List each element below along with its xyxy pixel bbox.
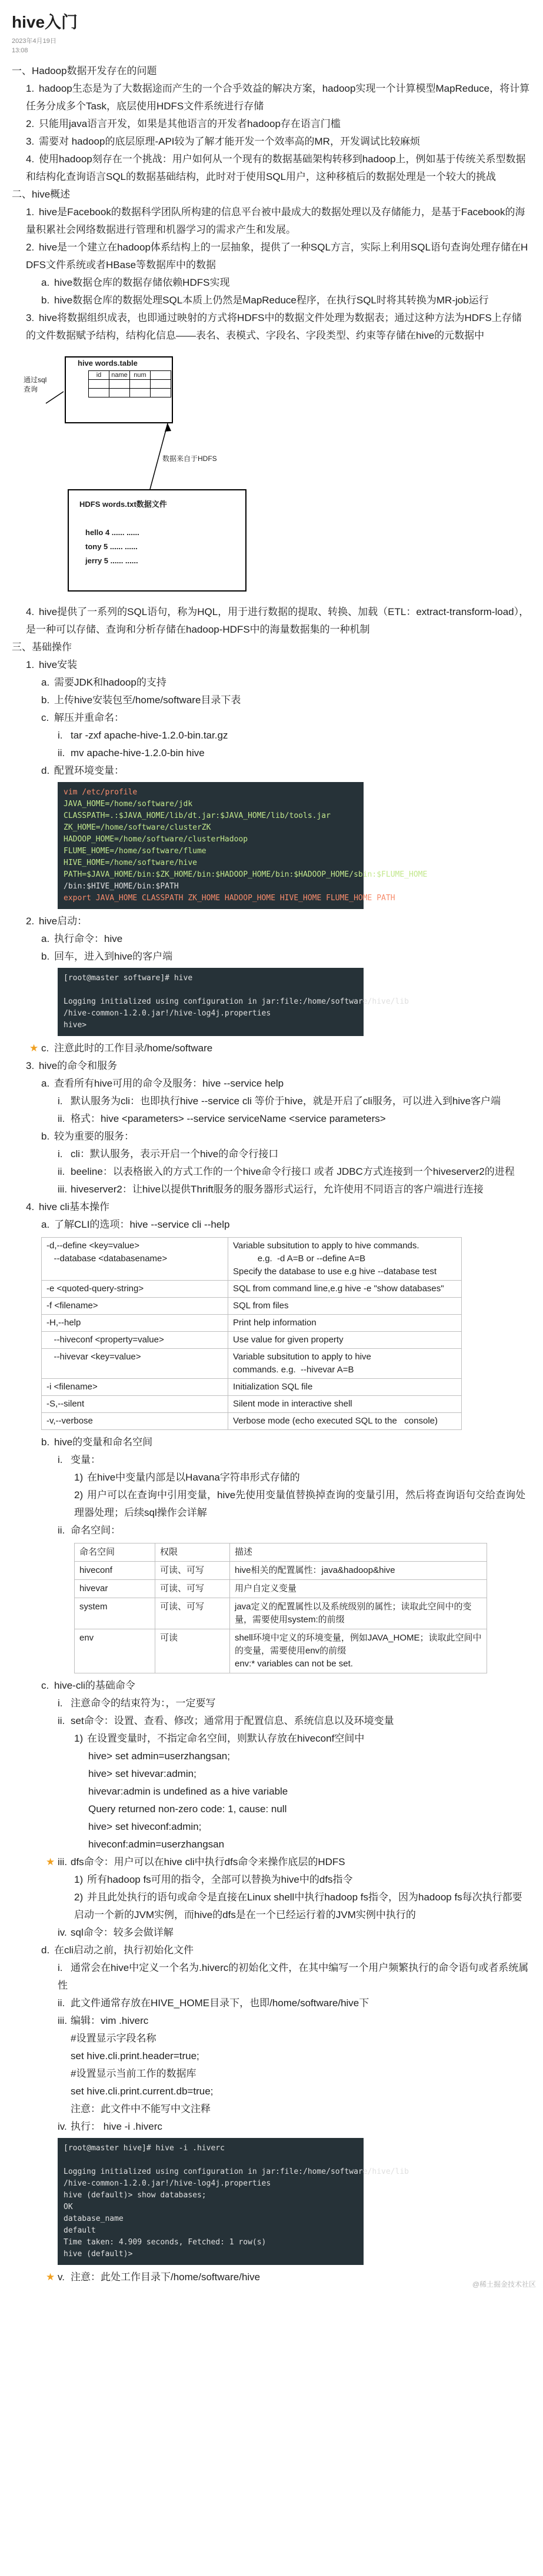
list-marker: i. <box>58 1698 63 1709</box>
table-row <box>42 1396 462 1413</box>
list-text: 命名空间： <box>71 1525 121 1536</box>
page-title: hive入门 <box>12 13 78 31</box>
table-cell: 可读、可写 <box>155 1580 230 1598</box>
list-item <box>12 2012 531 2030</box>
page-time: 13:08 <box>12 47 28 54</box>
list-item <box>12 1959 531 1994</box>
list-item <box>12 1163 531 1181</box>
hive-table-title: hive words.table <box>78 359 138 367</box>
list-text: 需要JDK和hadoop的支持 <box>54 677 166 688</box>
code-line: CLASSPATH=.:$JAVA_HOME/lib/dt.jar:$JAVA_HOME/lib/tools.jar <box>64 811 331 820</box>
sec2-list <box>12 203 531 274</box>
list-marker: 2) <box>74 1892 84 1903</box>
code-line: /bin:$HIVE_HOME/bin:$PATH <box>64 882 179 891</box>
list-item <box>12 1198 531 1216</box>
important-services <box>12 1145 531 1198</box>
option-cell: -d,--define <key=value> --database <databasename> <box>42 1238 228 1281</box>
list-item <box>12 948 531 965</box>
description-cell: SQL from command line,e.g hive -e "show databases" <box>228 1281 462 1298</box>
table-cell: env <box>75 1629 155 1673</box>
list-text: hive安装 <box>39 659 78 670</box>
list-item <box>12 309 531 345</box>
table-cell: java定义的配置属性以及系统级别的属性；读取此空间中的变量，需要使用system:的前缀 <box>230 1598 487 1629</box>
table-row <box>75 1580 487 1598</box>
code-line <box>64 2154 358 2166</box>
env-code-block <box>58 782 428 909</box>
list-marker: 2. <box>26 118 35 129</box>
list-text: 使用hadoop刻存在一个挑战：用户如何从一个现有的数据基础架构转移到hadoop上，例如基于传统关系型数据和结构化查询语言SQL的数据基础结构，此时对于使用SQL用户，这种移植后的数据处理是一个较大的挑战 <box>26 153 526 182</box>
star-icon: ★ <box>46 1856 55 1867</box>
hdfs-file-title: HDFS words.txt数据文件 <box>79 500 167 509</box>
list-item <box>12 1871 531 1889</box>
list-item <box>12 80 531 115</box>
section-heading: 一、Hadoop数据开发存在的问题 <box>12 65 157 76</box>
list-item <box>12 691 531 709</box>
list-text: 解压并重命名： <box>54 712 124 723</box>
list-item <box>12 709 531 727</box>
table-cell: 可读、可写 <box>155 1562 230 1580</box>
code-line: OK <box>64 2203 73 2211</box>
description-cell: Variable subsitution to apply to hive commands. e.g. --hivevar A=B <box>228 1349 462 1379</box>
description-cell: Use value for given property <box>228 1332 462 1349</box>
code-line <box>64 984 358 996</box>
text-line: hive> set hiveconf:admin; <box>88 1821 202 1832</box>
list-item <box>12 151 531 186</box>
list-item <box>12 1451 531 1469</box>
list-item <box>12 2118 531 2136</box>
option-cell: -f <filename> <box>42 1298 228 1315</box>
list-marker: a. <box>41 1219 50 1230</box>
list-text: 查看所有hive可用的命令及服务：hive --service help <box>54 1078 284 1089</box>
list-text: tar -zxf apache-hive-1.2.0-bin.tar.gz <box>71 730 228 741</box>
list-item <box>12 1434 531 1451</box>
code-line: Time taken: 4.909 seconds, Fetched: 1 row(s) <box>64 2238 266 2247</box>
list-item <box>12 115 531 133</box>
list-item <box>12 1712 531 1730</box>
list-text: 变量： <box>71 1454 101 1465</box>
list-marker: iv. <box>58 2121 67 2132</box>
table-cell: hivevar <box>75 1580 155 1598</box>
list-item <box>12 133 531 151</box>
table-cell <box>130 389 151 397</box>
list-marker: i. <box>58 1962 63 1973</box>
table-row <box>42 1298 462 1315</box>
list-item <box>12 1853 531 1871</box>
list-marker: 1. <box>26 659 35 670</box>
list-marker: 1) <box>74 1733 84 1744</box>
list-item <box>12 727 531 744</box>
table-cell: shell环境中定义的环境变量，例如JAVA_HOME；读取此空间中的变量，需要使用env的前缀 env:* variables can not be set. <box>230 1629 487 1673</box>
list-item <box>12 274 531 292</box>
list-marker: a. <box>41 677 50 688</box>
list-item <box>12 1128 531 1145</box>
table-row <box>42 1281 462 1298</box>
hive-table-grid <box>88 370 171 397</box>
table-row <box>42 1413 462 1430</box>
list-marker: ii. <box>58 1166 65 1177</box>
code-line: hive (default)> <box>64 2250 133 2258</box>
list-marker: i. <box>58 730 63 741</box>
table-row <box>75 1562 487 1580</box>
table-cell <box>151 380 171 389</box>
list-item <box>12 1889 531 1924</box>
list-item <box>12 603 531 639</box>
namespace-table <box>74 1543 487 1673</box>
description-cell: Initialization SQL file <box>228 1379 462 1396</box>
list-text: 较为重要的服务： <box>54 1131 134 1142</box>
list-marker: 2. <box>26 242 35 253</box>
list-marker: c. <box>41 712 49 723</box>
list-text: cli：默认服务，表示开启一个hive的命令行接口 <box>71 1148 279 1160</box>
list-marker: i. <box>58 1148 63 1160</box>
text-line: set hive.cli.print.header=true; <box>71 2050 199 2062</box>
code-line: database_name <box>64 2214 124 2223</box>
list-marker: 4. <box>26 606 35 617</box>
file-line: jerry 5 ...... ...... <box>85 556 138 565</box>
code-line: [root@master hive]# hive -i .hiverc <box>64 2144 225 2153</box>
list-text: hive-cli的基础命令 <box>54 1680 135 1691</box>
init-file-notes <box>12 1959 531 2030</box>
list-item <box>12 1942 531 1959</box>
file-line: hello 4 ...... ...... <box>85 528 139 537</box>
list-text: 所有hadoop fs可用的指令，全部可以替换为hive中的dfs指令 <box>87 1874 353 1885</box>
list-marker: ii. <box>58 1525 65 1536</box>
list-item <box>12 674 531 691</box>
cli-basic-commands <box>12 1695 531 1730</box>
list-text: 执行： hive -i .hiverc <box>71 2121 162 2132</box>
cli-options-table <box>41 1237 462 1430</box>
option-cell: -e <quoted-query-string> <box>42 1281 228 1298</box>
list-text: 默认服务为cli：也即执行hive --service cli 等价于hive，就是开启了cli服务，可以进入到hive客户端 <box>71 1095 501 1107</box>
list-text: 注意命令的结束符为：，一定要写 <box>71 1698 216 1709</box>
start-code-block <box>58 968 409 1036</box>
table-cell: hiveconf <box>75 1562 155 1580</box>
column-header: name <box>109 371 130 380</box>
list-text: set命令：设置、查看、修改；通常用于配置信息、系统信息以及环境变量 <box>71 1715 394 1726</box>
code-line: HADOOP_HOME=/home/software/clusterHadoop <box>64 835 248 844</box>
list-marker: iii. <box>58 1184 68 1195</box>
code-line: JAVA_HOME=/home/software/jdk <box>64 800 193 808</box>
list-item <box>12 292 531 309</box>
list-marker: b. <box>41 295 50 306</box>
code-line: HIVE_HOME=/home/software/hive <box>64 858 197 867</box>
table-header-row <box>75 1543 487 1562</box>
code-line: ZK_HOME=/home/software/clusterZK <box>64 823 211 832</box>
list-marker: v. <box>58 2271 65 2283</box>
table-row <box>42 1349 462 1379</box>
description-cell: Print help information <box>228 1315 462 1332</box>
table-cell: system <box>75 1598 155 1629</box>
page-date: 2023年4月19日 <box>12 38 56 45</box>
list-text: 格式：hive <parameters> --service serviceName <service parameters> <box>71 1113 386 1124</box>
variable-notes <box>12 1469 531 1522</box>
list-marker: 3. <box>26 136 35 147</box>
list-marker: 4. <box>26 153 35 165</box>
hiverc-content <box>12 2030 531 2118</box>
list-item <box>12 744 531 762</box>
table-cell: 可读 <box>155 1629 230 1673</box>
list-marker: c. <box>41 1043 49 1054</box>
file-line: tony 5 ...... ...... <box>85 542 138 551</box>
table-row <box>42 1238 462 1281</box>
list-marker: a. <box>41 1078 50 1089</box>
list-marker: iv. <box>58 1927 67 1938</box>
list-item <box>12 656 531 674</box>
list-text: hiveserver2：让hive以提供Thrift服务的服务器形式运行，允许使用不同语言的客户端进行连接 <box>71 1184 484 1195</box>
hive-hdfs-diagram <box>24 350 435 597</box>
list-text: 执行命令：hive <box>54 933 123 944</box>
table-row <box>42 1332 462 1349</box>
list-text: 在设置变量时，不指定命名空间，则默认存放在hiveconf空间中 <box>87 1733 365 1744</box>
list-item <box>12 1677 531 1695</box>
list-text: 上传hive安装包至/home/software目录下表 <box>54 694 241 706</box>
list-marker: 1. <box>26 83 35 94</box>
list-text: 配置环境变量： <box>54 765 124 776</box>
list-item <box>12 1040 531 1057</box>
text-line: hiveconf:admin=userzhangsan <box>88 1839 225 1850</box>
code-line: vim /etc/profile <box>64 788 138 797</box>
text-line: hivevar:admin is undefined as a hive variable <box>88 1786 288 1797</box>
text-line: hive> set hivevar:admin; <box>88 1768 196 1779</box>
exec-code-block <box>58 2138 409 2265</box>
sec2-sublist <box>12 274 531 309</box>
table-cell: 可读、可写 <box>155 1598 230 1629</box>
table-cell: 用户自定义变量 <box>230 1580 487 1598</box>
list-text: hive启动： <box>39 916 88 927</box>
list-item <box>12 1181 531 1198</box>
list-marker: 4. <box>26 1201 35 1212</box>
section-heading: 三、基础操作 <box>12 642 72 653</box>
service-notes <box>12 1092 531 1128</box>
table-cell: hive相关的配置属性：java&hadoop&hive <box>230 1562 487 1580</box>
column-header: num <box>130 371 151 380</box>
table-row <box>75 1598 487 1629</box>
list-marker: i. <box>58 1454 63 1465</box>
list-item <box>12 203 531 239</box>
list-item <box>12 1924 531 1942</box>
list-marker: 1) <box>74 1874 84 1885</box>
list-marker: a. <box>41 277 50 288</box>
page-meta <box>12 36 531 55</box>
code-line: Logging initialized using configuration in jar:file:/home/software/hive/lib <box>64 2167 409 2176</box>
code-line: export JAVA_HOME CLASSPATH ZK_HOME HADOOP_HOME HIVE_HOME FLUME_HOME PATH <box>64 894 395 903</box>
table-cell <box>130 380 151 389</box>
code-line: hive> <box>64 1021 87 1030</box>
text-line: #设置显示当前工作的数据库 <box>71 2068 196 2079</box>
list-marker: ii. <box>58 1997 65 2009</box>
list-marker: 2) <box>74 1489 84 1501</box>
list-marker: b. <box>41 951 50 962</box>
option-cell: -v,--verbose <box>42 1413 228 1430</box>
list-item <box>12 930 531 948</box>
list-text: 此文件通常存放在HIVE_HOME目录下，也即/home/software/hive下 <box>71 1997 369 2009</box>
description-cell: Variable subsitution to apply to hive commands. e.g. -d A=B or --define A=B Specify the database to use e.g hive --database test <box>228 1238 462 1281</box>
text-line: 注意：此文件中不能写中文注释 <box>71 2103 211 2114</box>
list-marker: ii. <box>58 747 65 759</box>
code-line: default <box>64 2226 96 2235</box>
list-marker: 3. <box>26 312 35 323</box>
list-text: beeline：以表格嵌入的方式工作的一个hive命令行接口 或者 JDBC方式连接到一个hiveserver2的进程 <box>71 1166 515 1177</box>
list-item <box>12 1057 531 1075</box>
list-marker: a. <box>41 933 50 944</box>
code-line: [root@master software]# hive <box>64 974 193 983</box>
list-marker: ii. <box>58 1113 65 1124</box>
list-text: 通常会在hive中定义一个名为.hiverc的初始化文件，在其中编写一个用户频繁执行的命令语句或者系统属性 <box>58 1962 529 1991</box>
list-marker: b. <box>41 694 50 706</box>
code-line: PATH=$JAVA_HOME/bin:$ZK_HOME/bin:$HADOOP_HOME/bin:$HADOOP_HOME/sbin:$FLUME_HOME <box>64 870 428 879</box>
table-cell <box>89 380 109 389</box>
list-text: 注意：此处工作目录下/home/software/hive <box>71 2271 261 2283</box>
code-line: /hive-common-1.2.0.jar!/hive-log4j.properties <box>64 1009 271 1018</box>
list-text: hive将数据组织成表，也即通过映射的方式将HDFS中的数据文件处理为数据表；通过这种方法为HDFS上存储的文件数据赋予结构，结构化信息——表名、表模式、字段名、字段类型、约束等存储在hive的元数据中 <box>26 312 522 341</box>
list-marker: 1. <box>26 206 35 218</box>
list-text: hive的变量和命名空间 <box>54 1436 153 1448</box>
list-text: hive是一个建立在hadoop体系结构上的一层抽象，提供了一种SQL方言，实际上利用SQL语句查询处理存储在HDFS文件系统或者HBase等数据库中的数据 <box>26 242 528 270</box>
list-item <box>12 1730 531 1748</box>
list-marker: 1) <box>74 1472 84 1483</box>
list-marker: d. <box>41 1944 50 1956</box>
option-cell: --hiveconf <property=value> <box>42 1332 228 1349</box>
column-header: 描述 <box>230 1543 487 1562</box>
list-marker: i. <box>58 1095 63 1107</box>
list-item <box>12 1695 531 1712</box>
column-header: 命名空间 <box>75 1543 155 1562</box>
option-cell: --hivevar <key=value> <box>42 1349 228 1379</box>
text-line: hive> set admin=userzhangsan; <box>88 1750 230 1762</box>
list-marker: d. <box>41 765 50 776</box>
watermark: @稀土掘金技术社区 <box>472 2280 536 2288</box>
description-cell: Silent mode in interactive shell <box>228 1396 462 1413</box>
list-item <box>12 1469 531 1486</box>
diagram-left-label: 通过sql 查询 <box>24 376 47 393</box>
list-item <box>12 239 531 274</box>
table-cell <box>151 389 171 397</box>
list-marker: b. <box>41 1436 50 1448</box>
code-line: hive (default)> show databases; <box>64 2191 206 2200</box>
sec1-list <box>12 80 531 186</box>
table-row <box>42 1379 462 1396</box>
list-item <box>12 1216 531 1234</box>
list-text: 在cli启动之前，执行初始化文件 <box>54 1944 194 1956</box>
list-marker: b. <box>41 1131 50 1142</box>
list-item <box>12 1075 531 1092</box>
list-item <box>12 1110 531 1128</box>
option-cell: -i <filename> <box>42 1379 228 1396</box>
list-text: hive是Facebook的数据科学团队所构建的信息平台被中最成大的数据处理以及存储能力，是基于Facebook的海量积累社会网络数据进行管理和机器学习的需求产生和发展。 <box>26 206 525 235</box>
list-marker: 3. <box>26 1060 35 1071</box>
code-line: FLUME_HOME=/home/software/flume <box>64 847 206 856</box>
list-marker: c. <box>41 1680 49 1691</box>
list-text: 只能用java语言开发，如果是其他语言的开发者hadoop存在语言门槛 <box>39 118 341 129</box>
list-item <box>12 1486 531 1522</box>
table-cell <box>109 380 130 389</box>
list-text: hive的命令和服务 <box>39 1060 118 1071</box>
list-text: hive提供了一系列的SQL语句，称为HQL，用于进行数据的提取、转换、加载（ETL：extract-transform-load），是一种可以存储、查询和分析存储在hadoop-HDFS中的海量数据集的一种机制 <box>26 606 529 635</box>
list-item <box>12 1994 531 2012</box>
table-cell <box>109 389 130 397</box>
text-line: set hive.cli.print.current.db=true; <box>71 2086 214 2097</box>
description-cell: SQL from files <box>228 1298 462 1315</box>
list-marker: 2. <box>26 916 35 927</box>
list-text: 注意此时的工作目录/home/software <box>54 1043 213 1054</box>
list-marker: iii. <box>58 1856 68 1867</box>
list-text: hive数据仓库的数据处理SQL本质上仍然是MapReduce程序，在执行SQL时将其转换为MR-job运行 <box>54 295 489 306</box>
list-marker: iii. <box>58 2015 68 2026</box>
list-text: hive数据仓库的数据存储依赖HDFS实现 <box>54 277 230 288</box>
text-line: Query returned non-zero code: 1, cause: null <box>88 1803 287 1815</box>
column-header: id <box>89 371 109 380</box>
list-text: 编辑：vim .hiverc <box>71 2015 149 2026</box>
unpack-steps <box>12 727 531 762</box>
star-icon: ★ <box>29 1043 39 1054</box>
list-text: 需要对 hadoop的底层原理-API较为了解才能开发一个效率高的MR，开发调试比较麻烦 <box>39 136 420 147</box>
option-cell: -H,--help <box>42 1315 228 1332</box>
list-text: mv apache-hive-1.2.0-bin hive <box>71 747 205 759</box>
dfs-notes <box>12 1871 531 1924</box>
list-text: sql命令：较多会做详解 <box>71 1927 174 1938</box>
set-example <box>12 1748 531 1853</box>
list-item <box>12 913 531 930</box>
list-text: dfs命令：用户可以在hive cli中执行dfs命令来操作底层的HDFS <box>71 1856 345 1867</box>
column-header: 权限 <box>155 1543 230 1562</box>
start-steps <box>12 930 531 965</box>
list-text: hive cli基本操作 <box>39 1201 109 1212</box>
install-steps <box>12 674 531 727</box>
section-heading: 二、hive概述 <box>12 189 71 200</box>
code-line: Logging initialized using configuration in jar:file:/home/software/hive/lib <box>64 997 409 1006</box>
list-text: 在hive中变量内部是以Havana字符串形式存储的 <box>87 1472 300 1483</box>
text-line: #设置显示字段名称 <box>71 2033 156 2044</box>
code-line: /hive-common-1.2.0.jar!/hive-log4j.properties <box>64 2179 271 2188</box>
list-item <box>12 1145 531 1163</box>
list-text: hadoop生态是为了大数据途而产生的一个合乎效益的解决方案，hadoop实现一个计算模型MapReduce，将计算任务分成多个Task，底层使用HDFS文件系统进行存储 <box>26 83 530 112</box>
list-text: 了解CLI的选项：hive --service cli --help <box>54 1219 230 1230</box>
option-cell: -S,--silent <box>42 1396 228 1413</box>
list-marker: ii. <box>58 1715 65 1726</box>
star-icon: ★ <box>46 2271 55 2283</box>
table-row <box>75 1629 487 1673</box>
list-item <box>12 2268 531 2286</box>
list-text: 用户可以在查询中引用变量，hive先使用变量值替换掉查询的变量引用，然后将查询语句交给查询处理器处理；后续sql操作会详解 <box>74 1489 526 1518</box>
list-item <box>12 1092 531 1110</box>
list-item <box>12 1522 531 1539</box>
list-item <box>12 762 531 780</box>
list-text: 并且此处执行的语句或命令是直接在Linux shell中执行hadoop fs指令，因为hadoop fs每次执行都要启动一个新的JVM实例，而hive的dfs是在一个已经运行着的JVM实例中执行的 <box>74 1892 522 1920</box>
description-cell: Verbose mode (echo executed SQL to the console) <box>228 1413 462 1430</box>
list-text: 回车，进入到hive的客户端 <box>54 951 173 962</box>
table-cell <box>151 371 171 380</box>
arrow-label: 数据来自于HDFS <box>162 455 217 463</box>
table-cell <box>89 389 109 397</box>
table-row <box>42 1315 462 1332</box>
